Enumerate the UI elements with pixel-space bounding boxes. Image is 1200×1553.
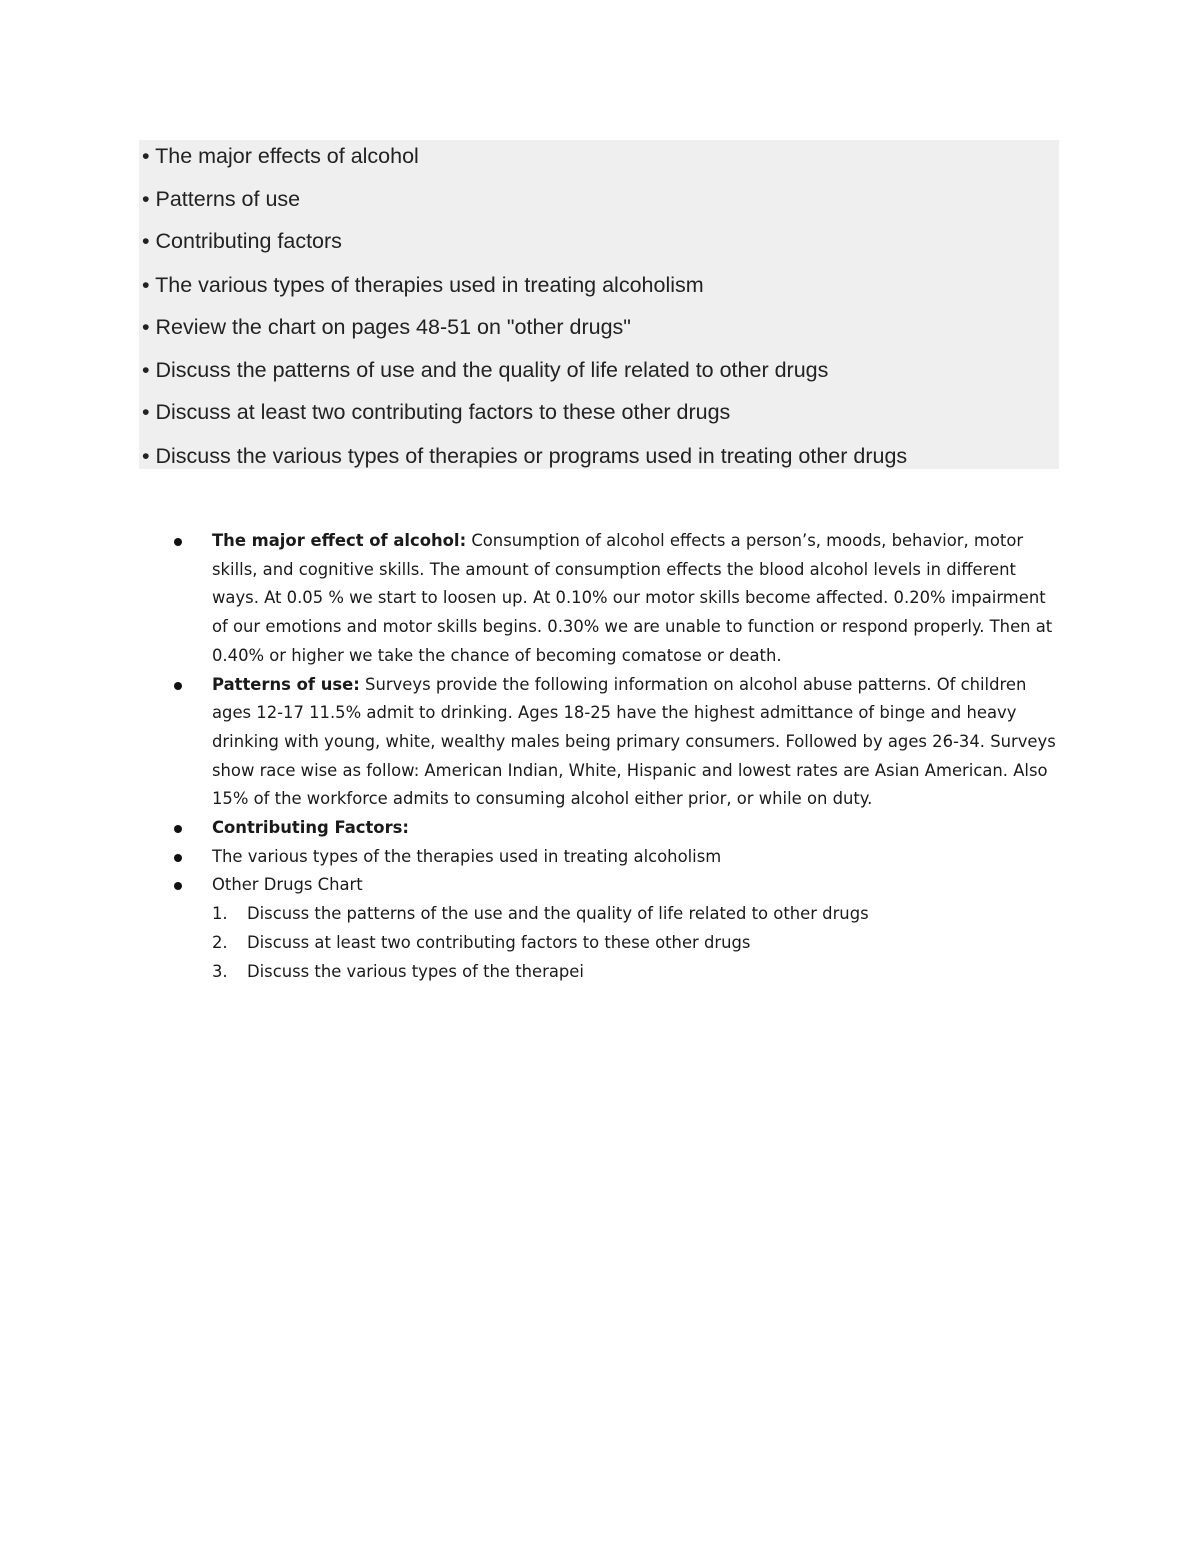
item-text: Discuss the patterns of the use and the quality of life related to other drugs [247,904,869,924]
numbered-item [174,929,1064,958]
item-text: Other Drugs Chart [212,875,363,895]
outline-item: • Discuss at least two contributing factors to these other drugs [142,400,731,424]
outline-item: • The various types of therapies used in treating alcoholism [142,273,704,297]
outline-item: • Discuss the patterns of use and the quality of life related to other drugs [142,358,829,382]
outline-item: • Patterns of use [142,187,301,211]
list-item [174,671,1064,815]
list-item [174,814,1064,843]
list-item [174,843,1064,872]
item-text: Surveys provide the following information on alcohol abuse patterns. Of children ages 12-17 11.5% admit to drinking. Ages 18-25 have the highest admittance of binge and heavy drinking with young, white, wealthy males being primary consumers. Followed by ages 26-34. Surveys show race wise as follow: American Indian, White, Hispanic and lowest rates are Asian American. Also 15% of the workforce admits to consuming alcohol either prior, or while on duty. [212,674,1056,809]
outline-item: • Discuss the various types of therapies or programs used in treating other drugs [142,444,908,468]
item-heading: Patterns of use [212,674,354,694]
list-item [174,871,1064,900]
notes-list [174,527,1064,986]
item-heading: Contributing Factors: [212,818,409,838]
outline-item: • Contributing factors [142,229,342,253]
item-heading: The major effect of alcohol [212,531,460,550]
item-separator: : [353,674,360,694]
bullet-icon [174,538,182,546]
numbered-item [174,900,1064,929]
bullet-icon [174,825,182,833]
bullet-icon [174,854,182,862]
numbered-item [174,958,1064,987]
number-label: 2. [212,932,228,952]
list-item [174,527,1064,671]
item-text: Consumption of alcohol effects a person’s, moods, behavior, motor skills, and cognitive skills. The amount of consumption effects the blood alcohol levels in different ways. At 0.05 % we start to loosen up. At 0.10% our motor skills become affected. 0.20% impairment of our emotions and motor skills begins. 0.30% we are unable to function or respond properly. Then at 0.40% or higher we take the chance of becoming comatose or death. [212,531,1053,665]
item-text: The various types of the therapies used in treating alcoholism [212,846,722,866]
item-text: Discuss at least two contributing factors to these other drugs [247,932,751,952]
bullet-icon [174,682,182,690]
item-separator: : [459,531,467,550]
outline-item: • Review the chart on pages 48-51 on "other drugs" [142,315,631,339]
number-label: 1. [212,904,228,924]
item-text: Discuss the various types of the therapei [247,961,584,981]
number-label: 3. [212,961,228,981]
outline-item: • The major effects of alcohol [142,144,419,168]
bullet-icon [174,882,182,890]
